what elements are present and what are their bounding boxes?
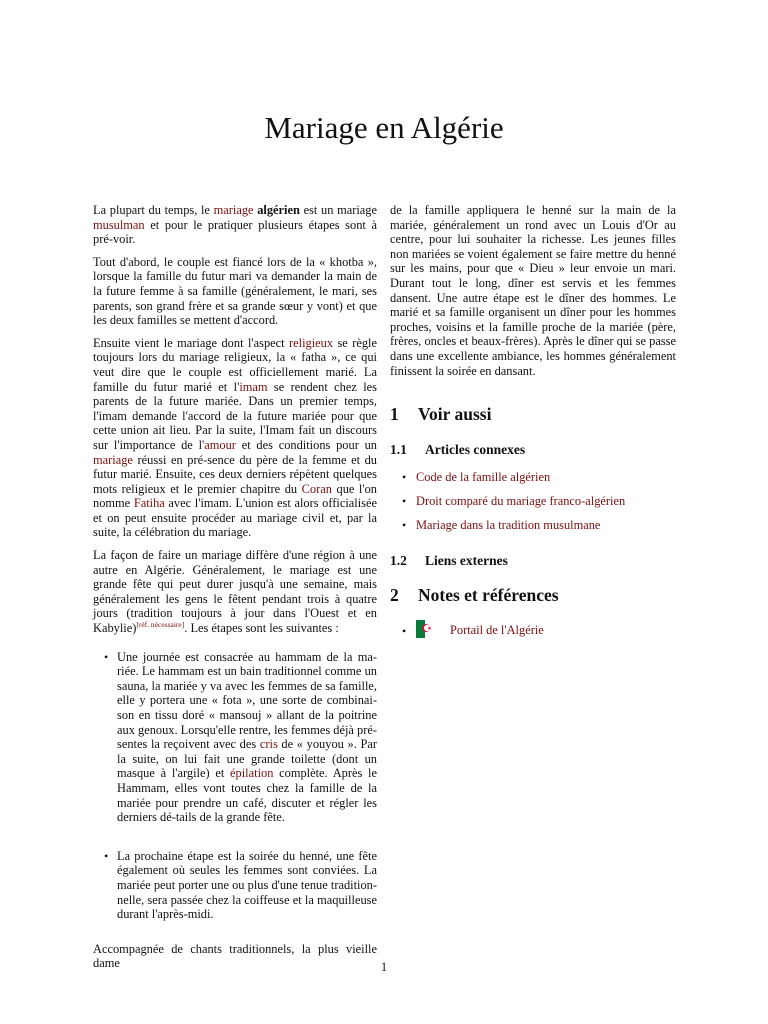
link-mariage-tradition[interactable]: Mariage dans la tradition musulmane [416, 518, 601, 533]
link-religieux[interactable]: religieux [289, 335, 334, 350]
left-column [93, 203, 377, 979]
subsection-articles-connexes: 1.1 Articles connexes [390, 442, 526, 458]
steps-list [93, 650, 377, 922]
link-code-famille[interactable]: Code de la famille algérien [416, 470, 551, 485]
link-mariage-2[interactable]: mariage [93, 452, 133, 467]
section-notes-references: 2 Notes et références [390, 585, 559, 606]
paragraph-henne-start: Accompagnée de chants traditionnels, la plus vieille dame [93, 941, 377, 971]
link-mariage[interactable]: mariage [213, 203, 254, 217]
list-item [402, 470, 676, 485]
paragraph-fatha: Ensuite vient le mariage dont l'aspect religieux se règle toujours lors du mariage religieux, la « fatha », ce qui veut dire que le couple est officiellement marié. La famille du futur marié et l'imam se rendent chez les parents de la future mariée. Dans un premier temps, l'imam demande l'accord de la future mariée pour que cette union ait lieu. Par la suite, l'Imam fait un discours sur l'importance de l'amour et des conditions pour un mariage réussi en pré-sence du père de la femme et du futur marié. Ensuite, ces deux derniers répètent quelques mots religieux et le premier chapitre du Coran que l'on nomme Fatiha avec l'imam. L'union est alors officialisée et on peut ensuite procéder au mariage civil et, par la suite, la célébration du mariage. [93, 335, 378, 540]
bullet-icon: • [402, 494, 407, 509]
list-item: • Une journée est consacrée au hammam de la ma-riée. Le hammam est un bain traditionnel comme un sauna, la mariée y va avec les femmes de sa famille, elle y portera une « fota », une sorte de combinai-son en tissu doré « mansouj » allant de la poitrine aux genoux. Lorsqu'elle rentre, les femmes déjà pré-sentes la reçoivent avec des cris de « youyou ». Par la suite, on lui fait une grande toilette (dont un masque à l'argile) et épilation complète. Après le Hammam, elles vont toutes chez la famille de la mariée pour prendre un café, discuter et régler les derniers dé-tails de la grande fête. [104, 649, 377, 825]
link-imam[interactable]: imam [239, 379, 268, 394]
paragraph-intro: La plupart du temps, le mariage algérien est un mariage musulman et pour le pratiquer plusieurs étapes sont à pré-voir. [93, 203, 377, 247]
page-number: 1 [380, 960, 388, 974]
list-item [402, 621, 676, 640]
paragraph-regions: La façon de faire un mariage diffère d'une région à une autre en Algérie. Généralement, le mariage est une grande fête qui peut durer jusqu'à une semaine, mais généralement les gens le fêtent pendant trois à quatre jours (tradition toujours à jour dans l'Ouest et en Kabylie)[réf. nécessaire]. Les étapes sont les suivantes : [93, 548, 377, 636]
link-musulman[interactable]: musulman [93, 217, 145, 232]
link-cris[interactable]: cris [259, 737, 278, 752]
subsection-liens-externes: 1.2 Liens externes [390, 553, 508, 569]
link-fatiha[interactable]: Fatiha [133, 496, 165, 511]
related-articles-list [390, 470, 676, 533]
link-droit-compare[interactable]: Droit comparé du mariage franco-algérien [416, 494, 626, 509]
link-amour[interactable]: amour [204, 437, 236, 452]
bullet-icon: • [104, 848, 109, 863]
citation-needed[interactable]: [réf. nécessaire] [136, 619, 185, 629]
list-item: • La prochaine étape est la soirée du henné, une fête également où seules les femmes sont conviées. La mariée peut porter une ou plus d'une tenue tradition-nelle, sera passée chez la coiffeuse et la maquilleuse durant l'après-midi. [104, 848, 377, 922]
bullet-icon: • [402, 624, 407, 639]
paragraph-khotba: Tout d'abord, le couple est fiancé lors de la « khotba », lorsque la famille du futur mari va demander la main de la future femme à sa famille (généralement, le mari, ses parents, son grand frère et sa grande sœur y vont) et que les deux familles se mettent d'accord. [93, 254, 377, 328]
bullet-icon: • [402, 470, 407, 485]
list-item [402, 494, 676, 509]
portal-list [390, 621, 676, 640]
section-voir-aussi: 1 Voir aussi [390, 404, 492, 425]
link-epilation[interactable]: épilation [230, 766, 274, 781]
link-portail-algerie[interactable]: Portail de l'Algérie [450, 623, 544, 638]
page-title: Mariage en Algérie [264, 110, 504, 145]
bullet-icon: • [104, 649, 109, 664]
algeria-flag-icon [416, 620, 434, 638]
link-coran[interactable]: Coran [301, 481, 332, 496]
paragraph-henne-end: de la famille appliquera le henné sur la main de la mariée, généralement un rond avec un Louis d'Or au centre, pour lui souhaiter la richesse. Les jeunes filles non mariées se voient également se faire mettre du henné sur les mains, pour que « Dieu » leur envoie un mari. Durant tout le long, dîner est servis et les femmes dansent. Une autre étape est le dîner des hommes. Le marié et sa famille organisent un dîner pour les hommes proches, voisins et la famille proche de la mariée (père, frères, oncles et beaux-frères). Après le dîner qui se passe dans une excellente ambiance, les hommes généralement finissent la soirée en dansant. [390, 203, 676, 378]
right-column [390, 203, 676, 640]
bullet-icon: • [402, 518, 407, 533]
list-item [402, 518, 676, 533]
